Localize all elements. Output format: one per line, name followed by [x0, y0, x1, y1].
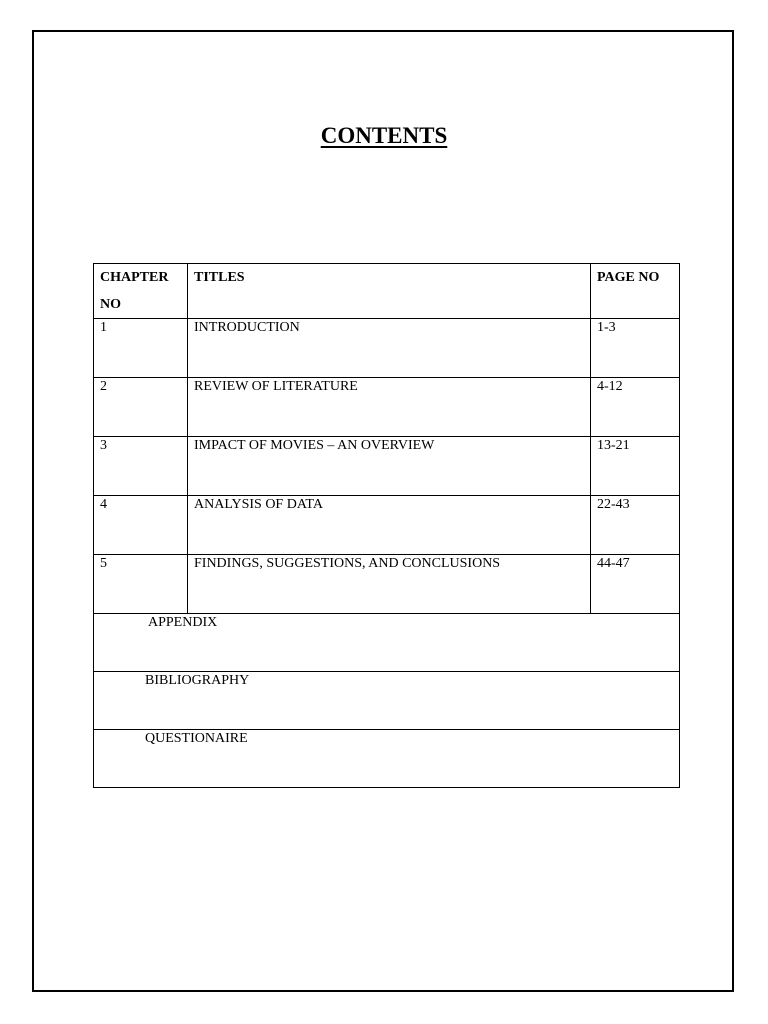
- table-row: [94, 555, 680, 614]
- chapter-pages: 44-47: [591, 555, 680, 614]
- chapter-pages: 22-43: [591, 496, 680, 555]
- appendix-label: APPENDIX: [94, 614, 680, 672]
- chapter-number: 2: [94, 378, 188, 437]
- chapter-title: INTRODUCTION: [188, 319, 591, 378]
- contents-table: [93, 263, 680, 788]
- chapter-title: FINDINGS, SUGGESTIONS, AND CONCLUSIONS: [188, 555, 591, 614]
- header-page-no: PAGE NO: [591, 264, 680, 319]
- questionnaire-label: QUESTIONAIRE: [94, 730, 680, 788]
- bibliography-label: BIBLIOGRAPHY: [94, 672, 680, 730]
- header-titles: TITLES: [188, 264, 591, 319]
- chapter-title: IMPACT OF MOVIES – AN OVERVIEW: [188, 437, 591, 496]
- chapter-title: ANALYSIS OF DATA: [188, 496, 591, 555]
- table-row: [94, 378, 680, 437]
- table-row-appendix: [94, 614, 680, 672]
- table-row: [94, 437, 680, 496]
- chapter-number: 1: [94, 319, 188, 378]
- chapter-pages: 1-3: [591, 319, 680, 378]
- table-row: [94, 319, 680, 378]
- chapter-number: 5: [94, 555, 188, 614]
- chapter-pages: 4-12: [591, 378, 680, 437]
- table-row: [94, 496, 680, 555]
- table-header-row: [94, 264, 680, 319]
- table-row-questionnaire: [94, 730, 680, 788]
- chapter-title: REVIEW OF LITERATURE: [188, 378, 591, 437]
- header-chapter-no: CHAPTER NO: [94, 264, 188, 319]
- table-row-bibliography: [94, 672, 680, 730]
- page-title: CONTENTS: [320, 123, 448, 148]
- chapter-pages: 13-21: [591, 437, 680, 496]
- chapter-number: 4: [94, 496, 188, 555]
- chapter-number: 3: [94, 437, 188, 496]
